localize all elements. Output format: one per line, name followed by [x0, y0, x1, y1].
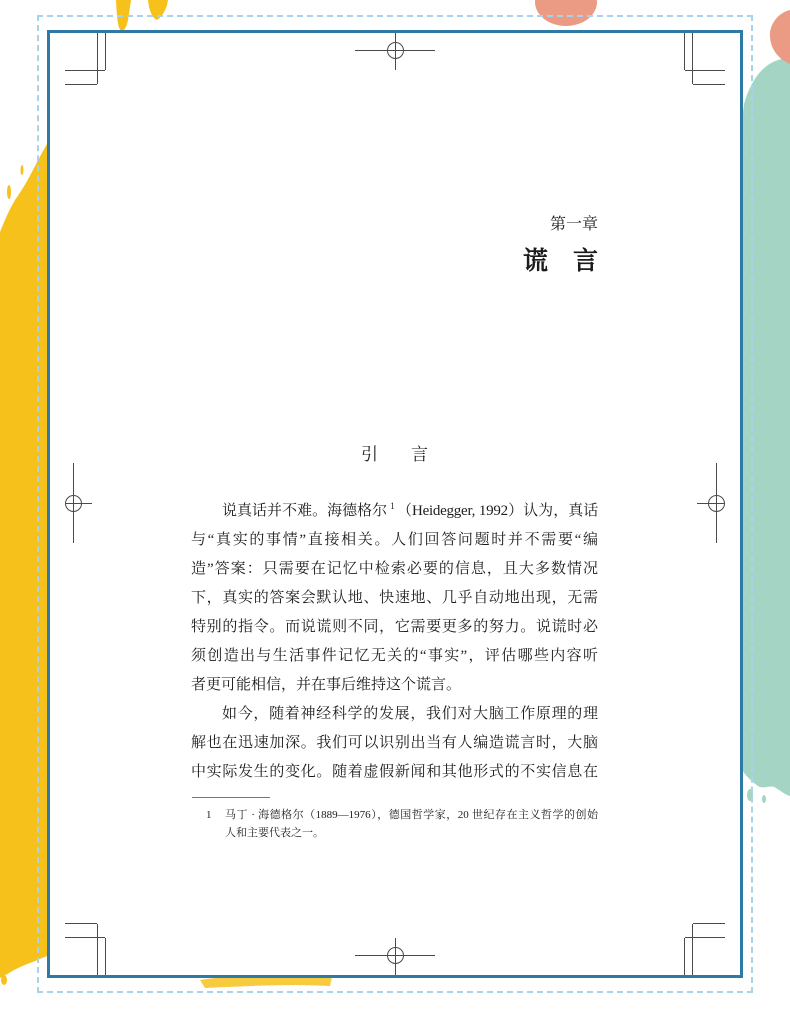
- body-line: 与“真实的事情”直接相关。人们回答问题时并不需要“编: [191, 531, 598, 548]
- footnote-reference: 1: [390, 500, 395, 511]
- body-line-text: 说真话并不难。海德格尔: [222, 502, 388, 519]
- chapter-label: 第一章: [549, 216, 598, 233]
- crop-mark-bottom-left: [65, 924, 106, 976]
- body-line: 特别的指令。而说谎则不同，它需要更多的努力。说谎时必: [191, 618, 598, 635]
- footnote-line: 人和主要代表之一。: [225, 827, 324, 839]
- registration-mark-top: [355, 33, 435, 70]
- registration-mark-right: [697, 463, 725, 543]
- paragraph-1-line-1: [191, 497, 598, 526]
- body-line: 中实际发生的变化。随着虚假新闻和其他形式的不实信息在: [191, 764, 598, 781]
- registration-mark-bottom: [355, 938, 435, 975]
- paragraph-2-line-1: 如今，随着神经科学的发展，我们对大脑工作原理的理: [222, 706, 598, 723]
- crop-mark-top-left: [65, 33, 106, 85]
- crop-mark-top-right: [685, 33, 726, 85]
- body-text: [191, 497, 598, 788]
- section-heading: 引 言: [361, 445, 436, 464]
- body-line: 者更可能相信，并在事后维持这个谎言。: [191, 677, 462, 694]
- footnote-number: 1: [206, 809, 212, 821]
- body-line: 解也在迅速加深。我们可以识别出当有人编造谎言时，大脑: [191, 735, 598, 752]
- body-line-text: （Heidegger, 1992）认为，真话: [396, 502, 598, 519]
- registration-mark-left: [65, 463, 92, 543]
- crop-mark-bottom-right: [685, 924, 726, 976]
- footnote-line: 马丁 · 海德格尔（1889—1976），德国哲学家，20 世纪存在主义哲学的创始: [225, 809, 598, 821]
- body-line: 下，真实的答案会默认地、快速地、几乎自动地出现，无需: [191, 589, 598, 606]
- footnote-text: [225, 806, 598, 842]
- footnote-separator: [192, 797, 270, 798]
- body-line: 造”答案：只需要在记忆中检索必要的信息，且大多数情况: [191, 560, 598, 577]
- body-line: 须创造出与生活事件记忆无关的“事实”，评估哪些内容听: [191, 647, 598, 664]
- chapter-title: 谎 言: [522, 248, 598, 275]
